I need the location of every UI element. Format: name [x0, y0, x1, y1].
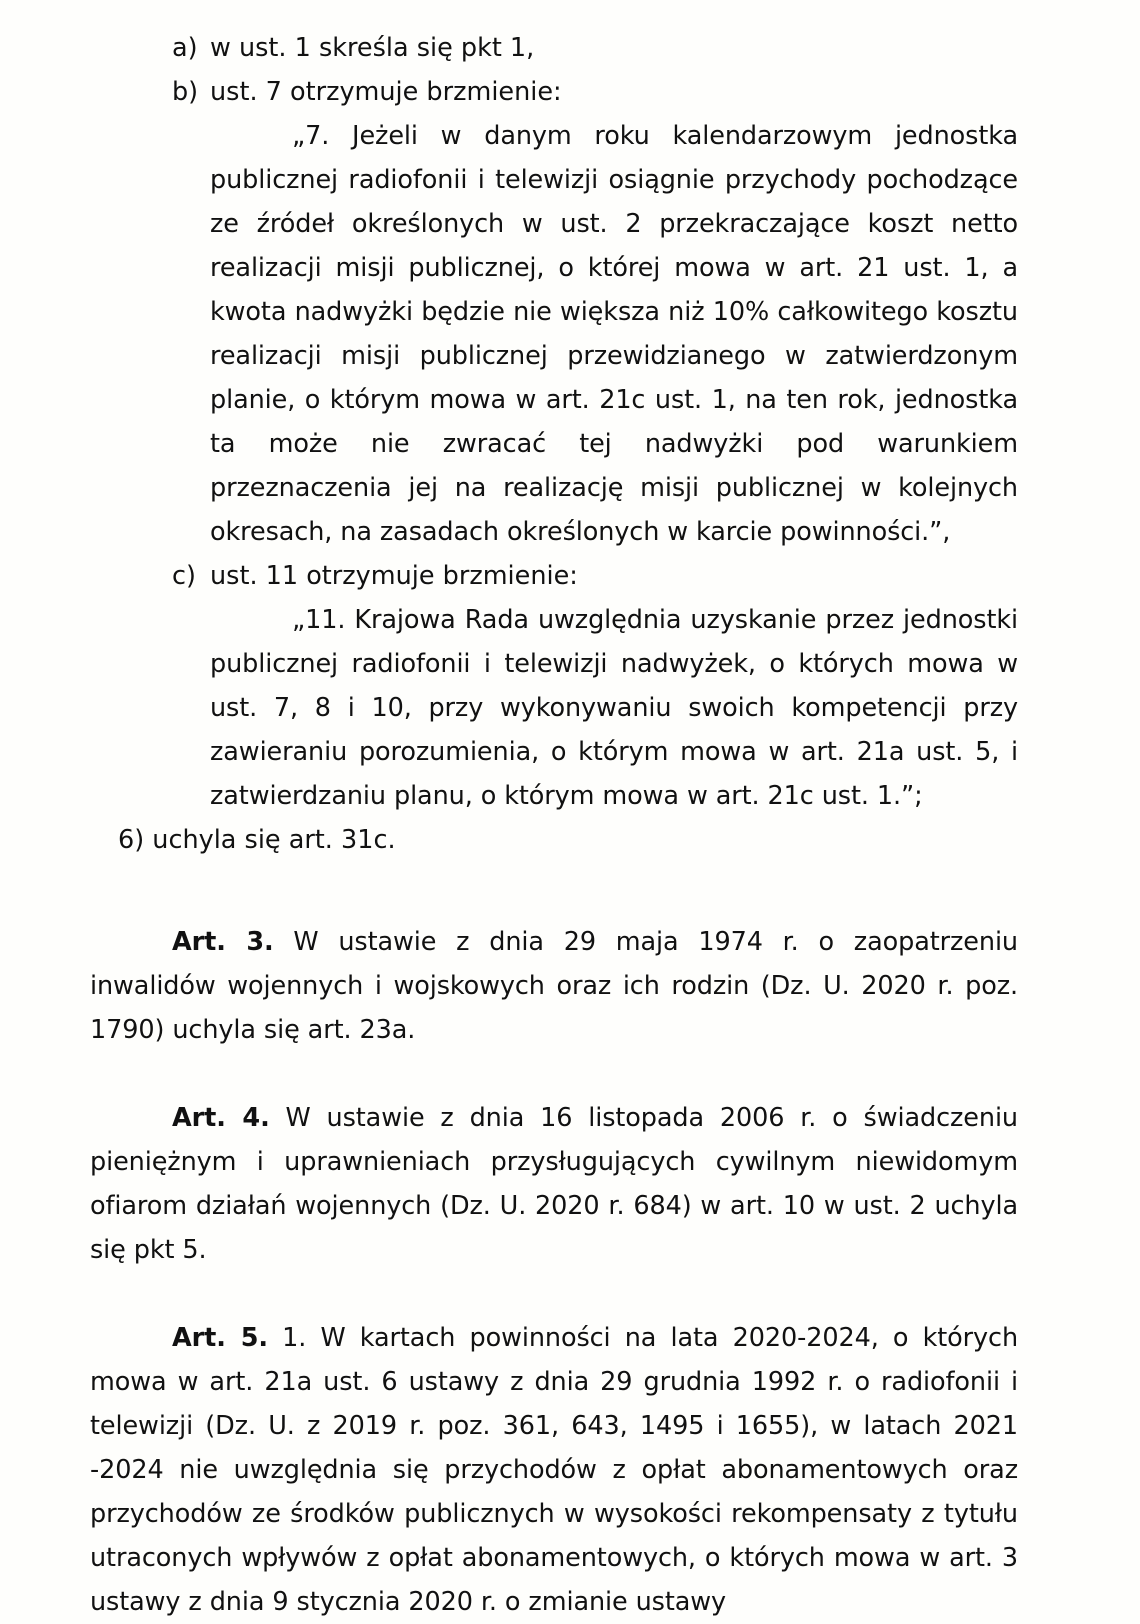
list-marker-b: b) — [172, 77, 199, 107]
section-spacer — [90, 862, 1018, 920]
article-3 — [90, 920, 1018, 1052]
list-text-a: w ust. 1 skreśla się pkt 1, — [210, 33, 535, 63]
article-4 — [90, 1096, 1018, 1272]
list-item-b — [172, 70, 1018, 114]
list-marker-a: a) — [172, 33, 198, 63]
article-4-text: W ustawie z dnia 16 listopada 2006 r. o świadczeniu pieniężnym i uprawnieniach przysługujących cywilnym niewidomym ofiarom działań wojennych (Dz. U. 2020 r. 684) w art. 10 w ust. 2 uchyla się pkt 5. — [90, 1103, 1018, 1265]
article-4-label: Art. 4. — [172, 1103, 270, 1133]
quoted-paragraph-ust-11: „11. Krajowa Rada uwzględnia uzyskanie przez jednostki publicznej radiofonii i telewizji nadwyżek, o których mowa w ust. 7, 8 i 10, przy wykonywaniu swoich kompetencji przy zawieraniu porozumienia, o którym mowa w art. 21a ust. 5, i zatwierdzaniu planu, o którym mowa w art. 21c ust. 1.”; — [210, 605, 1018, 811]
article-3-label: Art. 3. — [172, 927, 274, 957]
article-3-text: W ustawie z dnia 29 maja 1974 r. o zaopatrzeniu inwalidów wojennych i wojskowych oraz ich rodzin (Dz. U. 2020 r. poz. 1790) uchyla się art. 23a. — [90, 927, 1018, 1045]
article-5-label: Art. 5. — [172, 1323, 268, 1353]
list-item-a — [172, 26, 1018, 70]
list-text-c: ust. 11 otrzymuje brzmienie: — [210, 561, 578, 591]
section-spacer — [90, 1272, 1018, 1316]
section-spacer — [90, 1052, 1018, 1096]
article-5 — [90, 1316, 1018, 1624]
list-marker-c: c) — [172, 561, 196, 591]
list-text-b: ust. 7 otrzymuje brzmienie: — [210, 77, 562, 107]
list-item-c — [172, 554, 1018, 598]
list-item-6: 6) uchyla się art. 31c. — [118, 825, 396, 855]
article-5-text: 1. W kartach powinności na lata 2020-2024, o których mowa w art. 21a ust. 6 ustawy z dnia 29 grudnia 1992 r. o radiofonii i telewizji (Dz. U. z 2019 r. poz. 361, 643, 1495 i 1655), w latach 2021 -2024 nie uwzględnia się przychodów z opłat abonamentowych oraz przychodów ze środków publicznych w wysokości rekompensaty z tytułu utraconych wpływów z opłat abonamentowych, o których mowa w art. 3 ustawy z dnia 9 stycznia 2020 r. o zmianie ustawy — [90, 1323, 1019, 1617]
quoted-paragraph-ust-7: „7. Jeżeli w danym roku kalendarzowym jednostka publicznej radiofonii i telewizji osiągnie przychody pochodzące ze źródeł określonych w ust. 2 przekraczające koszt netto realizacji misji publicznej, o której mowa w art. 21 ust. 1, a kwota nadwyżki będzie nie większa niż 10% całkowitego kosztu realizacji misji publicznej przewidzianego w zatwierdzonym planie, o którym mowa w art. 21c ust. 1, na ten rok, jednostka ta może nie zwracać tej nadwyżki pod warunkiem przeznaczenia jej na realizację misji publicznej w kolejnych okresach, na zasadach określonych w karcie powinności.”, — [210, 121, 1018, 547]
